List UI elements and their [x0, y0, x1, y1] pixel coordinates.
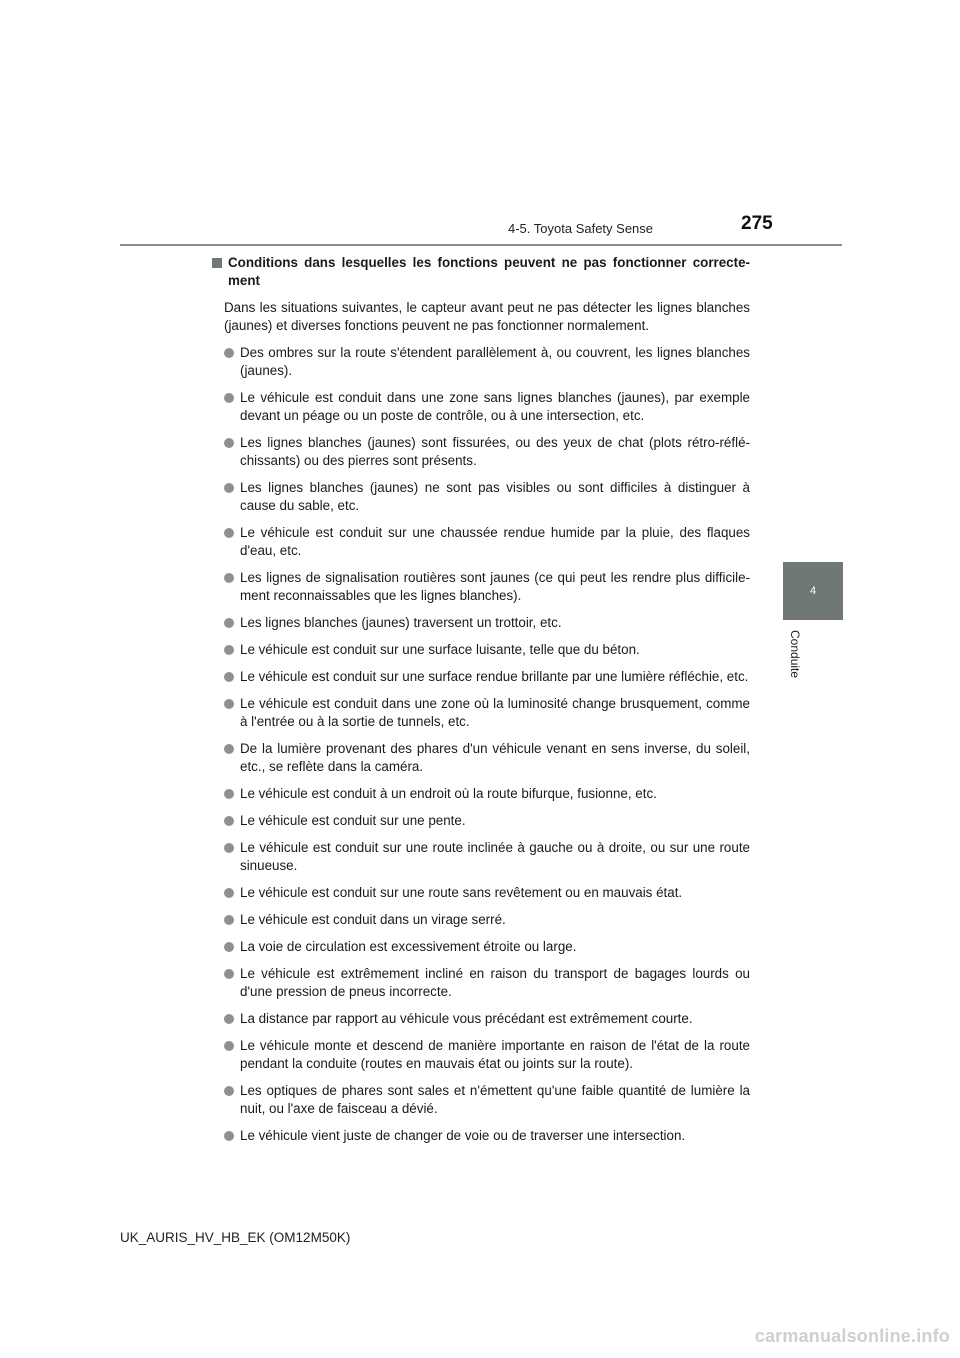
circle-bullet-icon	[224, 1131, 234, 1141]
list-item	[224, 389, 750, 425]
circle-bullet-icon	[224, 816, 234, 826]
circle-bullet-icon	[224, 699, 234, 709]
bullet-list	[212, 344, 750, 1145]
circle-bullet-icon	[224, 645, 234, 655]
list-item-text: La distance par rapport au véhicule vous précédant est extrêmement courte.	[240, 1011, 693, 1026]
circle-bullet-icon	[224, 942, 234, 952]
section-heading-text: Conditions dans lesquelles les fonctions peuvent ne pas fonctionner correcte-ment	[228, 255, 750, 288]
header-section-title: 4-5. Toyota Safety Sense	[508, 221, 654, 236]
list-item-text: Le véhicule est conduit dans une zone où la luminosité change brusquement, comme à l'entrée ou à la sortie de tunnels, etc.	[240, 696, 750, 729]
circle-bullet-icon	[224, 843, 234, 853]
circle-bullet-icon	[224, 1014, 234, 1024]
list-item	[224, 1037, 750, 1073]
list-item	[224, 524, 750, 560]
circle-bullet-icon	[224, 1041, 234, 1051]
list-item	[224, 884, 750, 902]
list-item	[224, 434, 750, 470]
chapter-number: 4	[809, 585, 817, 597]
chapter-tab	[783, 562, 843, 620]
circle-bullet-icon	[224, 528, 234, 538]
list-item	[224, 740, 750, 776]
list-item-text: Le véhicule est extrêmement incliné en raison du transport de bagages lourds ou d'une pression de pneus incorrecte.	[240, 966, 750, 999]
list-item-text: Les lignes blanches (jaunes) traversent un trottoir, etc.	[240, 615, 562, 630]
list-item-text: Le véhicule est conduit à un endroit où la route bifurque, fusionne, etc.	[240, 786, 657, 801]
list-item-text: Les lignes de signalisation routières sont jaunes (ce qui peut les rendre plus difficile-ment reconnaissables que les lignes blanches).	[240, 570, 750, 603]
list-item	[224, 1127, 750, 1145]
watermark: carmanualsonline.info	[754, 1326, 950, 1346]
list-item-text: La voie de circulation est excessivement étroite ou large.	[240, 939, 577, 954]
circle-bullet-icon	[224, 915, 234, 925]
list-item-text: De la lumière provenant des phares d'un véhicule venant en sens inverse, du soleil, etc., se reflète dans la caméra.	[240, 741, 750, 774]
intro-paragraph: Dans les situations suivantes, le capteur avant peut ne pas détecter les lignes blanches (jaunes) et diverses fonctions peuvent ne pas fonctionner normalement.	[224, 300, 750, 333]
list-item	[224, 668, 750, 686]
list-item-text: Le véhicule est conduit sur une route sans revêtement ou en mauvais état.	[240, 885, 683, 900]
list-item	[224, 614, 750, 632]
list-item-text: Le véhicule est conduit sur une route inclinée à gauche ou à droite, ou sur une route sinueuse.	[240, 840, 750, 873]
main-content	[212, 254, 750, 1145]
circle-bullet-icon	[224, 618, 234, 628]
list-item-text: Des ombres sur la route s'étendent parallèlement à, ou couvrent, les lignes blanches (jaunes).	[240, 345, 750, 378]
list-item	[224, 839, 750, 875]
list-item	[224, 911, 750, 929]
list-item-text: Le véhicule est conduit sur une chaussée rendue humide par la pluie, des flaques d'eau, etc.	[240, 525, 750, 558]
list-item	[224, 641, 750, 659]
list-item-text: Le véhicule vient juste de changer de voie ou de traverser une intersection.	[240, 1128, 686, 1143]
circle-bullet-icon	[224, 393, 234, 403]
list-item	[224, 1082, 750, 1118]
circle-bullet-icon	[224, 789, 234, 799]
square-bullet-icon	[212, 258, 222, 268]
list-item	[224, 695, 750, 731]
circle-bullet-icon	[224, 483, 234, 493]
circle-bullet-icon	[224, 969, 234, 979]
list-item-text: Le véhicule monte et descend de manière importante en raison de l'état de la route pendant la conduite (routes en mauvais état ou joints sur la route).	[240, 1038, 750, 1071]
list-item-text: Les lignes blanches (jaunes) sont fissurées, ou des yeux de chat (plots rétro-réflé-chissants) ou des pierres sont présents.	[240, 435, 750, 468]
circle-bullet-icon	[224, 744, 234, 754]
circle-bullet-icon	[224, 672, 234, 682]
circle-bullet-icon	[224, 438, 234, 448]
list-item	[224, 1010, 750, 1028]
list-item	[224, 938, 750, 956]
chapter-label: Conduite	[788, 630, 802, 679]
list-item-text: Le véhicule est conduit dans un virage serré.	[240, 912, 506, 927]
list-item-text: Les optiques de phares sont sales et n'émettent qu'une faible quantité de lumière la nuit, ou l'axe de faisceau a dévié.	[240, 1083, 750, 1116]
circle-bullet-icon	[224, 1086, 234, 1096]
list-item	[224, 344, 750, 380]
list-item	[224, 812, 750, 830]
section-heading	[212, 254, 750, 290]
circle-bullet-icon	[224, 573, 234, 583]
list-item	[224, 965, 750, 1001]
list-item	[224, 479, 750, 515]
list-item	[224, 785, 750, 803]
list-item	[224, 569, 750, 605]
circle-bullet-icon	[224, 348, 234, 358]
page-number: 275	[741, 213, 773, 234]
list-item-text: Le véhicule est conduit sur une pente.	[240, 813, 466, 828]
header-divider	[120, 244, 842, 246]
footer-model-code: UK_AURIS_HV_HB_EK (OM12M50K)	[120, 1230, 351, 1245]
list-item-text: Le véhicule est conduit sur une surface rendue brillante par une lumière réfléchie, etc.	[240, 669, 749, 684]
list-item-text: Les lignes blanches (jaunes) ne sont pas visibles ou sont difficiles à distinguer à cause du sable, etc.	[240, 480, 750, 513]
circle-bullet-icon	[224, 888, 234, 898]
list-item-text: Le véhicule est conduit sur une surface luisante, telle que du béton.	[240, 642, 640, 657]
list-item-text: Le véhicule est conduit dans une zone sans lignes blanches (jaunes), par exemple devant un péage ou un poste de contrôle, ou à une intersection, etc.	[240, 390, 750, 423]
